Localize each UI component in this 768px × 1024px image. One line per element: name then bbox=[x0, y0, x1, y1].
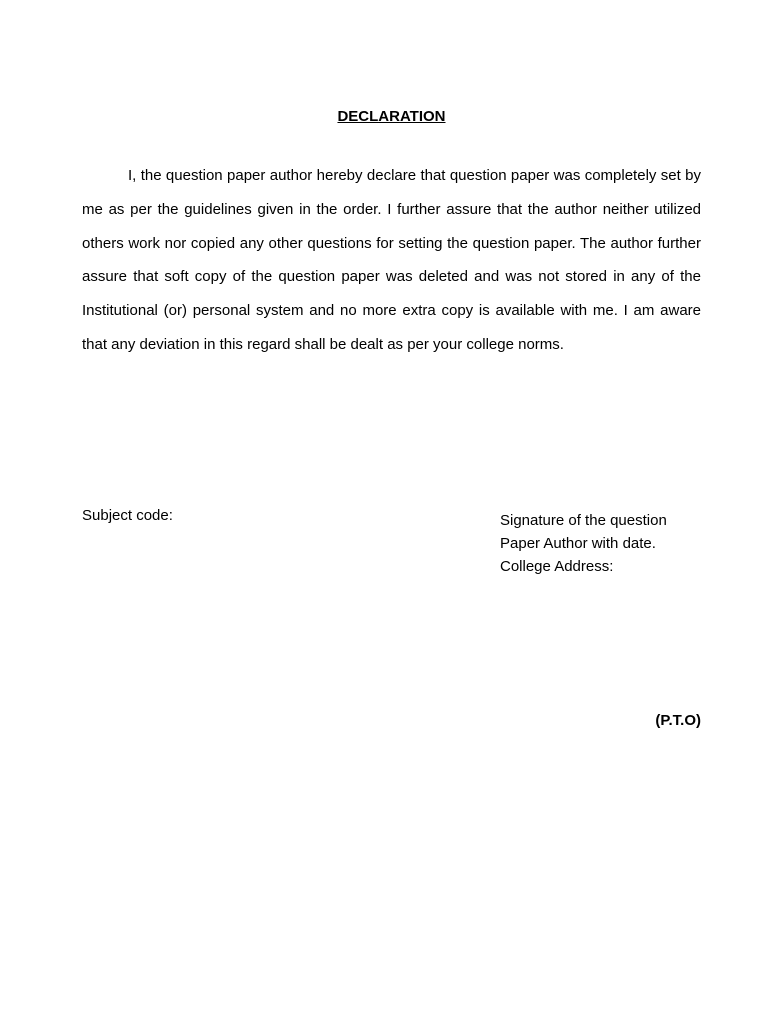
signature-line-1: Signature of the question bbox=[500, 512, 667, 529]
signature-block bbox=[500, 507, 720, 580]
signature-line-3: College Address: bbox=[500, 558, 614, 575]
signature-line-2: Paper Author with date. bbox=[500, 535, 656, 552]
declaration-body: I, the question paper author hereby declare that question paper was completely set by me as per the guidelines given in the order. I further assure that the author neither utilized others work nor copied any other questions for setting the question paper. The author further assure that soft copy of the question paper was deleted and was not stored in any of the Institutional (or) personal system and no more extra copy is available with me. I am aware that any deviation in this regard shall be dealt as per your college norms. bbox=[82, 167, 701, 353]
pto-label: (P.T.O) bbox=[655, 712, 701, 729]
declaration-title: DECLARATION bbox=[337, 108, 446, 125]
subject-code-label: Subject code: bbox=[82, 507, 173, 524]
